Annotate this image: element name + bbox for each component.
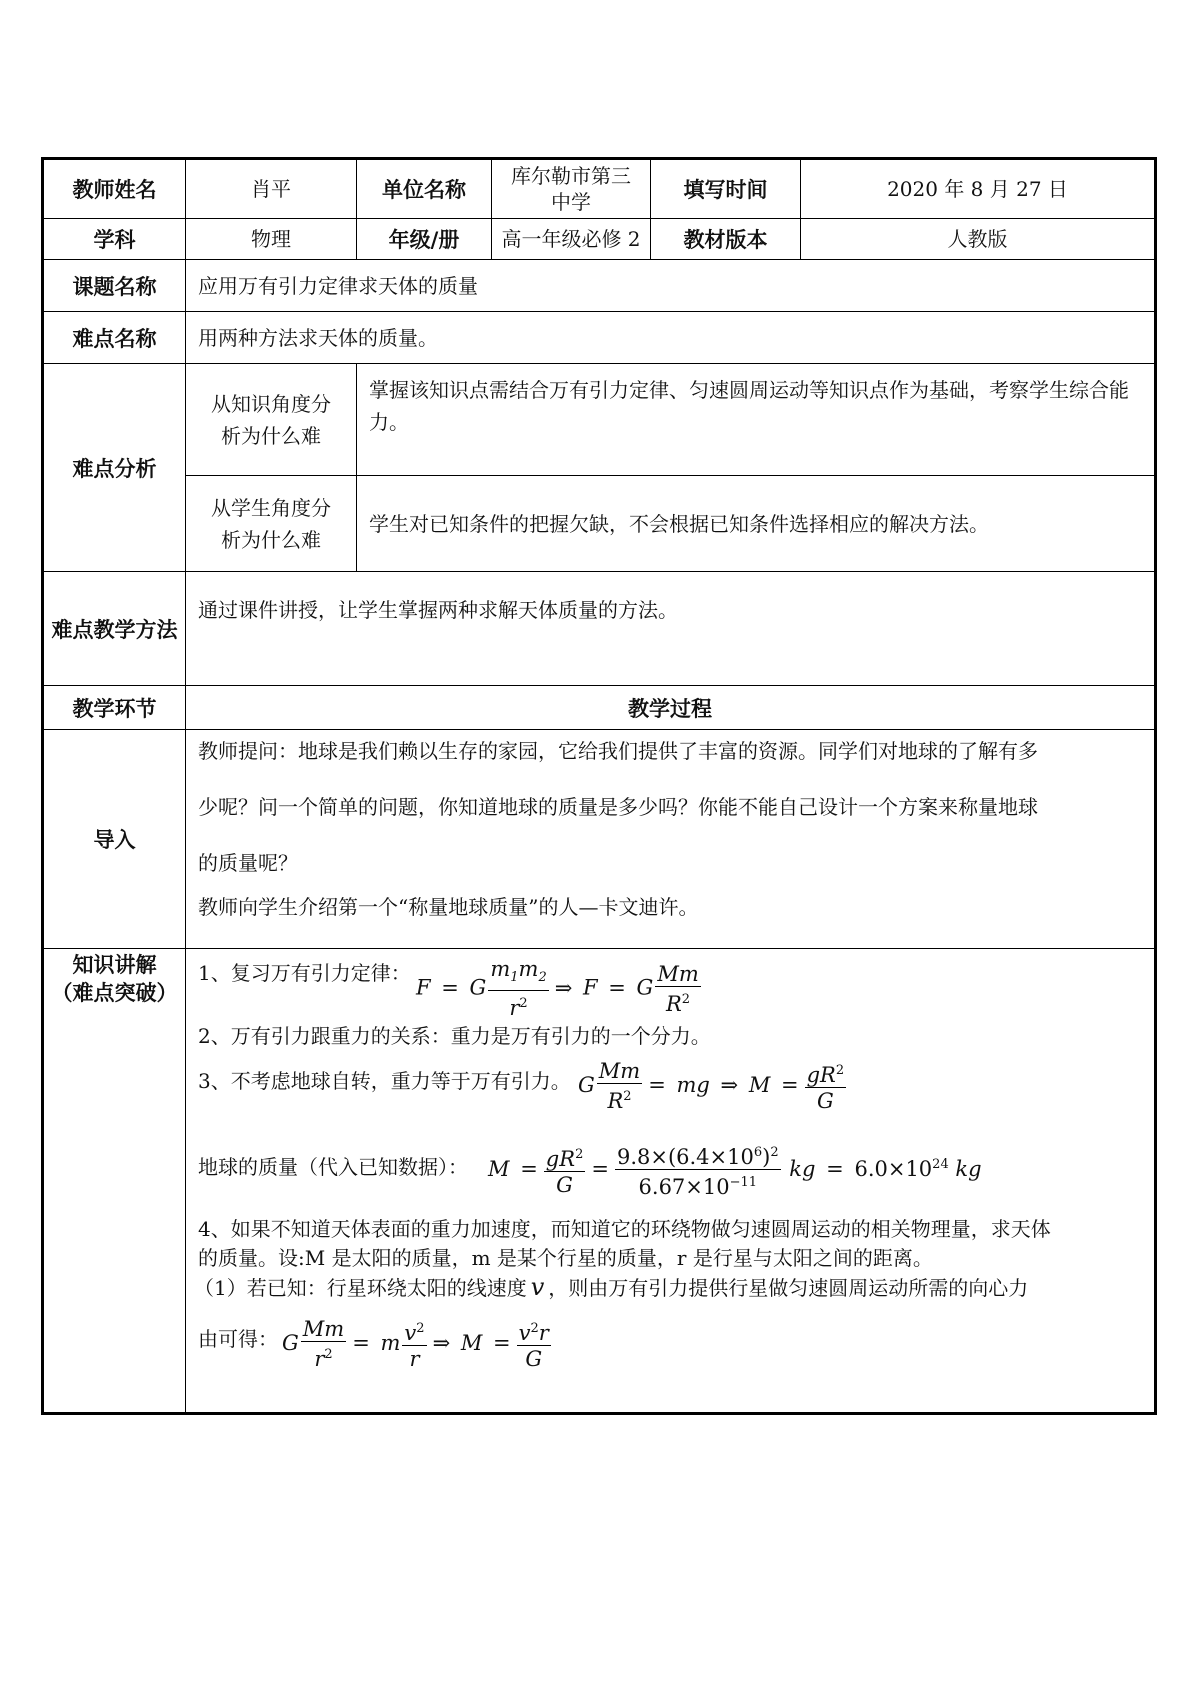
knowledge-angle-label (186, 364, 357, 476)
process-header-row (43, 686, 1156, 730)
topic-label: 课题名称 (43, 260, 186, 312)
date-value: 2020 年 8 月 27 日 (801, 159, 1156, 219)
difficulty-label: 难点名称 (43, 312, 186, 364)
subject-value: 物理 (186, 219, 357, 260)
analysis-row-2 (43, 476, 1156, 572)
analysis-label: 难点分析 (43, 364, 186, 572)
header-row-2 (43, 219, 1156, 260)
student-angle-text: 从学生角度分析为什么难 (211, 495, 331, 552)
knowledge-angle-text: 从知识角度分析为什么难 (211, 391, 331, 448)
formula-earth-mass: M = $\frac{gR^2}{G}$ = $\frac{9.8\times(6.4\times 10^6)^2}{6.67\times 10^{-11}}$ kg = $6.0\times 10^{24}$ kg (488, 1141, 982, 1200)
item-1-text: 1、复习万有引力定律： (198, 961, 411, 985)
edition-label: 教材版本 (651, 219, 801, 260)
teacher-name-label: 教师姓名 (43, 159, 186, 219)
student-angle-label (186, 476, 357, 572)
method-value (186, 572, 1156, 686)
topic-row (43, 260, 1156, 312)
difficulty-row (43, 312, 1156, 364)
knowledge-label-line-2: （难点突破） (51, 981, 178, 1005)
item-5-formula-row (198, 1317, 1142, 1387)
item-4 (194, 1215, 1142, 1303)
knowledge-row (43, 949, 1156, 1414)
difficulty-value: 用两种方法求天体的质量。 (186, 312, 1156, 364)
grade-label: 年级/册 (357, 219, 492, 260)
analysis-row-1 (43, 364, 1156, 476)
item-4-line-1: 4、如果不知道天体表面的重力加速度，而知道它的环绕物做匀速圆周运动的相关物理量，求天体 (198, 1217, 1051, 1241)
intro-row (43, 730, 1156, 949)
item-2-text: 2、万有引力跟重力的关系：重力是万有引力的一个分力。 (198, 1024, 711, 1048)
formula-gravitation-law: F = G $\frac{m_1m_2}{r^2}$ ⇒ F = G $\frac{Mm}{R^2}$ (416, 957, 699, 1021)
lesson-plan-table (41, 157, 1157, 1415)
lesson-plan-page (41, 157, 1154, 1415)
intro-line-1: 教师提问：地球是我们赖以生存的家园，它给我们提供了丰富的资源。同学们对地球的了解有多 (198, 739, 1038, 763)
intro-label: 导入 (43, 730, 186, 949)
intro-line-3: 的质量呢？ (198, 851, 298, 875)
earth-mass-text: 地球的质量（代入已知数据）： (198, 1155, 468, 1179)
item-5-line-1 (194, 1273, 1142, 1303)
method-label: 难点教学方法 (43, 572, 186, 686)
unit-value: 库尔勒市第三中学 (492, 159, 651, 219)
header-row-1 (43, 159, 1156, 219)
knowledge-label (43, 949, 186, 1414)
grade-value: 高一年级必修 2 (492, 219, 651, 260)
date-label: 填写时间 (651, 159, 801, 219)
intro-line-2: 少呢？问一个简单的问题，你知道地球的质量是多少吗？你能不能自己设计一个方案来称量地球 (198, 795, 1038, 819)
knowledge-label-line-1: 知识讲解 (72, 953, 157, 977)
item-5-text-a: （1）若已知：行星环绕太阳的线速度 (194, 1276, 527, 1300)
formula-velocity-mass: G $\frac{Mm}{r^2}$ = m $\frac{v^2}{r}$ ⇒ M = $\frac{v^2r}{G}$ (282, 1317, 549, 1371)
item-3-text: 3、不考虑地球自转，重力等于万有引力。 (198, 1069, 571, 1093)
edition-value: 人教版 (801, 219, 1156, 260)
subject-label: 学科 (43, 219, 186, 260)
intro-content (186, 730, 1156, 949)
item-1 (198, 957, 1142, 1019)
item-5-text-b: ，则由万有引力提供行星做匀速圆周运动所需的向心力 (548, 1276, 1029, 1300)
topic-value: 应用万有引力定律求天体的质量 (186, 260, 1156, 312)
method-text: 通过课件讲授，让学生掌握两种求解天体质量的方法。 (198, 598, 678, 622)
student-angle-text-cell: 学生对已知条件的把握欠缺，不会根据已知条件选择相应的解决方法。 (357, 476, 1156, 572)
intro-line-4: 教师向学生介绍第一个“称量地球质量”的人—卡文迪许。 (198, 895, 699, 919)
item-3 (198, 1059, 1142, 1145)
item-2 (198, 1019, 1142, 1059)
velocity-symbol: v (530, 1273, 545, 1301)
knowledge-angle-text-cell: 掌握该知识点需结合万有引力定律、匀速圆周运动等知识点作为基础，考察学生综合能力。 (357, 364, 1156, 476)
earth-mass-row (198, 1145, 1142, 1215)
item-4-line-2: 的质量。设:M 是太阳的质量，m 是某个行星的质量，r 是行星与太阳之间的距离。 (198, 1246, 933, 1270)
knowledge-content (186, 949, 1156, 1414)
stage-header: 教学环节 (43, 686, 186, 730)
item-5-line-2: 由可得： (198, 1327, 278, 1351)
teacher-name-value: 肖平 (186, 159, 357, 219)
unit-label: 单位名称 (357, 159, 492, 219)
formula-gravity-equals-attraction: G $\frac{Mm}{R^2}$ = mg ⇒ M = $\frac{gR^2}{G}$ (578, 1059, 845, 1113)
process-header: 教学过程 (186, 686, 1156, 730)
method-row (43, 572, 1156, 686)
